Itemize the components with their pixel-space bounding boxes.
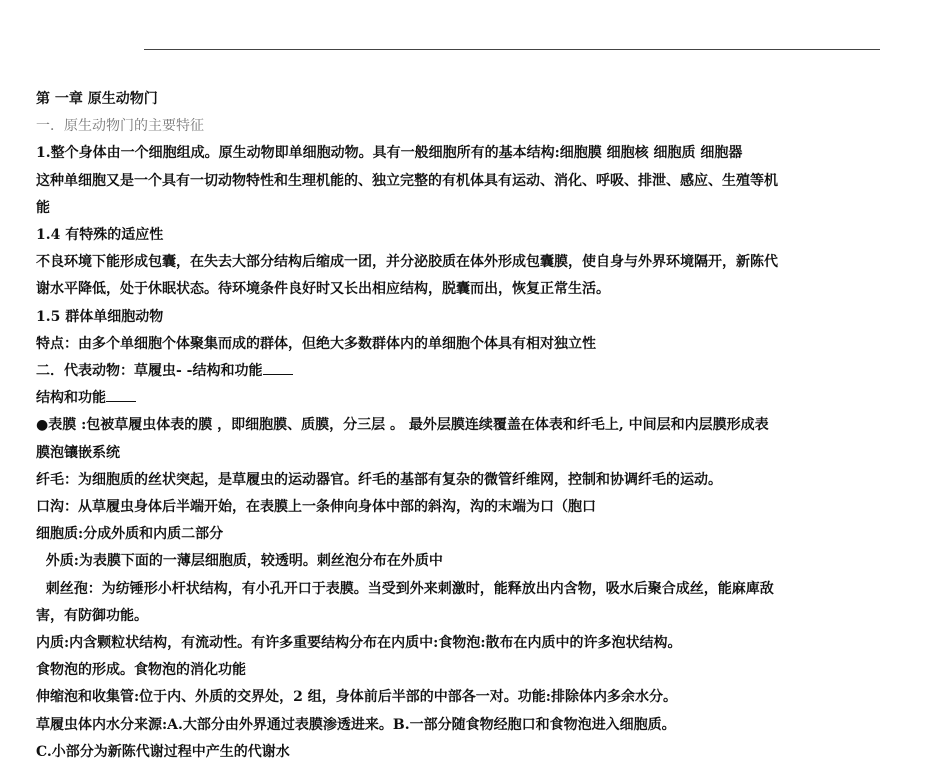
text-line: 谢水平降低，处于休眠状态。待环境条件良好时又长出相应结构，脱囊而出，恢复正常生活。 [36,281,610,298]
blank-underline [106,389,136,402]
text-line: 外质:为表膜下面的一薄层细胞质，较透明。刺丝泡分布在外质中 [36,553,443,570]
chapter-title: 第 一章 原生动物门 [36,91,158,107]
subsection-heading: 1.4 有特殊的适应性 [36,227,164,244]
text-line: 伸缩泡和收集管:位于内、外质的交界处，2 组，身体前后半部的中部各一对。功能:排除体内多余水分。 [36,689,677,706]
text-line: 能 [36,199,50,216]
blank-underline [263,362,293,375]
section-heading-2 [36,358,886,385]
subsection-heading: 1.5 群体单细胞动物 [36,308,164,325]
subsection-heading [36,385,886,412]
text-line: 这种单细胞又是一个具有一切动物特性和生理机能的、独立完整的有机体具有运动、消化、呼吸、排泄、感应、生殖等机 [36,172,778,189]
header-rule [144,49,880,50]
text-line: 害，有防御功能。 [36,607,148,624]
text-line: 食物泡的形成。食物泡的消化功能 [36,662,246,679]
document-body [36,86,886,766]
text-line: 口沟：从草履虫身体后半端开始，在表膜上一条伸向身体中部的斜沟，沟的末端为口（胞口 [36,499,596,516]
subsection-heading-text: 结构和功能 [36,390,106,407]
text-line: C.小部分为新陈代谢过程中产生的代谢水 [36,743,290,760]
text-line: 特点：由多个单细胞个体聚集而成的群体，但绝大多数群体内的单细胞个体具有相对独立性 [36,335,596,352]
section-heading-text: 二．代表动物：草履虫- -结构和功能 [36,363,263,380]
text-line: 细胞质:分成外质和内质二部分 [36,526,224,543]
text-line: 草履虫体内水分来源:A.大部分由外界通过表膜渗透进来。B.一部分随食物经胞口和食物泡进入细胞质。 [36,716,676,733]
text-line: ●表膜 :包被草履虫体表的膜 ，即细胞膜、质膜，分三层 。 最外层膜连续覆盖在体表和纤毛上, 中间层和内层膜形成表 [36,417,769,434]
text-line: 纤毛：为细胞质的丝状突起，是草履虫的运动器官。纤毛的基部有复杂的微管纤维网，控制和协调纤毛的运动。 [36,471,722,488]
text-line: 内质:内含颗粒状结构，有流动性。有许多重要结构分布在内质中:食物泡:散布在内质中的许多泡状结构。 [36,635,682,652]
section-heading: 一．原生动物门的主要特征 [36,118,204,135]
text-line: 不良环境下能形成包囊，在失去大部分结构后缩成一团，并分泌胶质在体外形成包囊膜，使自身与外界环境隔开，新陈代 [36,254,778,271]
text-line: 刺丝孢：为纺锤形小杆状结构，有小孔开口于表膜。当受到外来刺激时，能释放出内含物，吸水后聚合成丝，能麻庳敌 [36,580,774,597]
text-line: 1.整个身体由一个细胞组成。原生动物即单细胞动物。具有一般细胞所有的基本结构:细胞膜 细胞核 细胞质 细胞器 [36,145,743,162]
text-line: 膜泡镶嵌系统 [36,444,120,461]
